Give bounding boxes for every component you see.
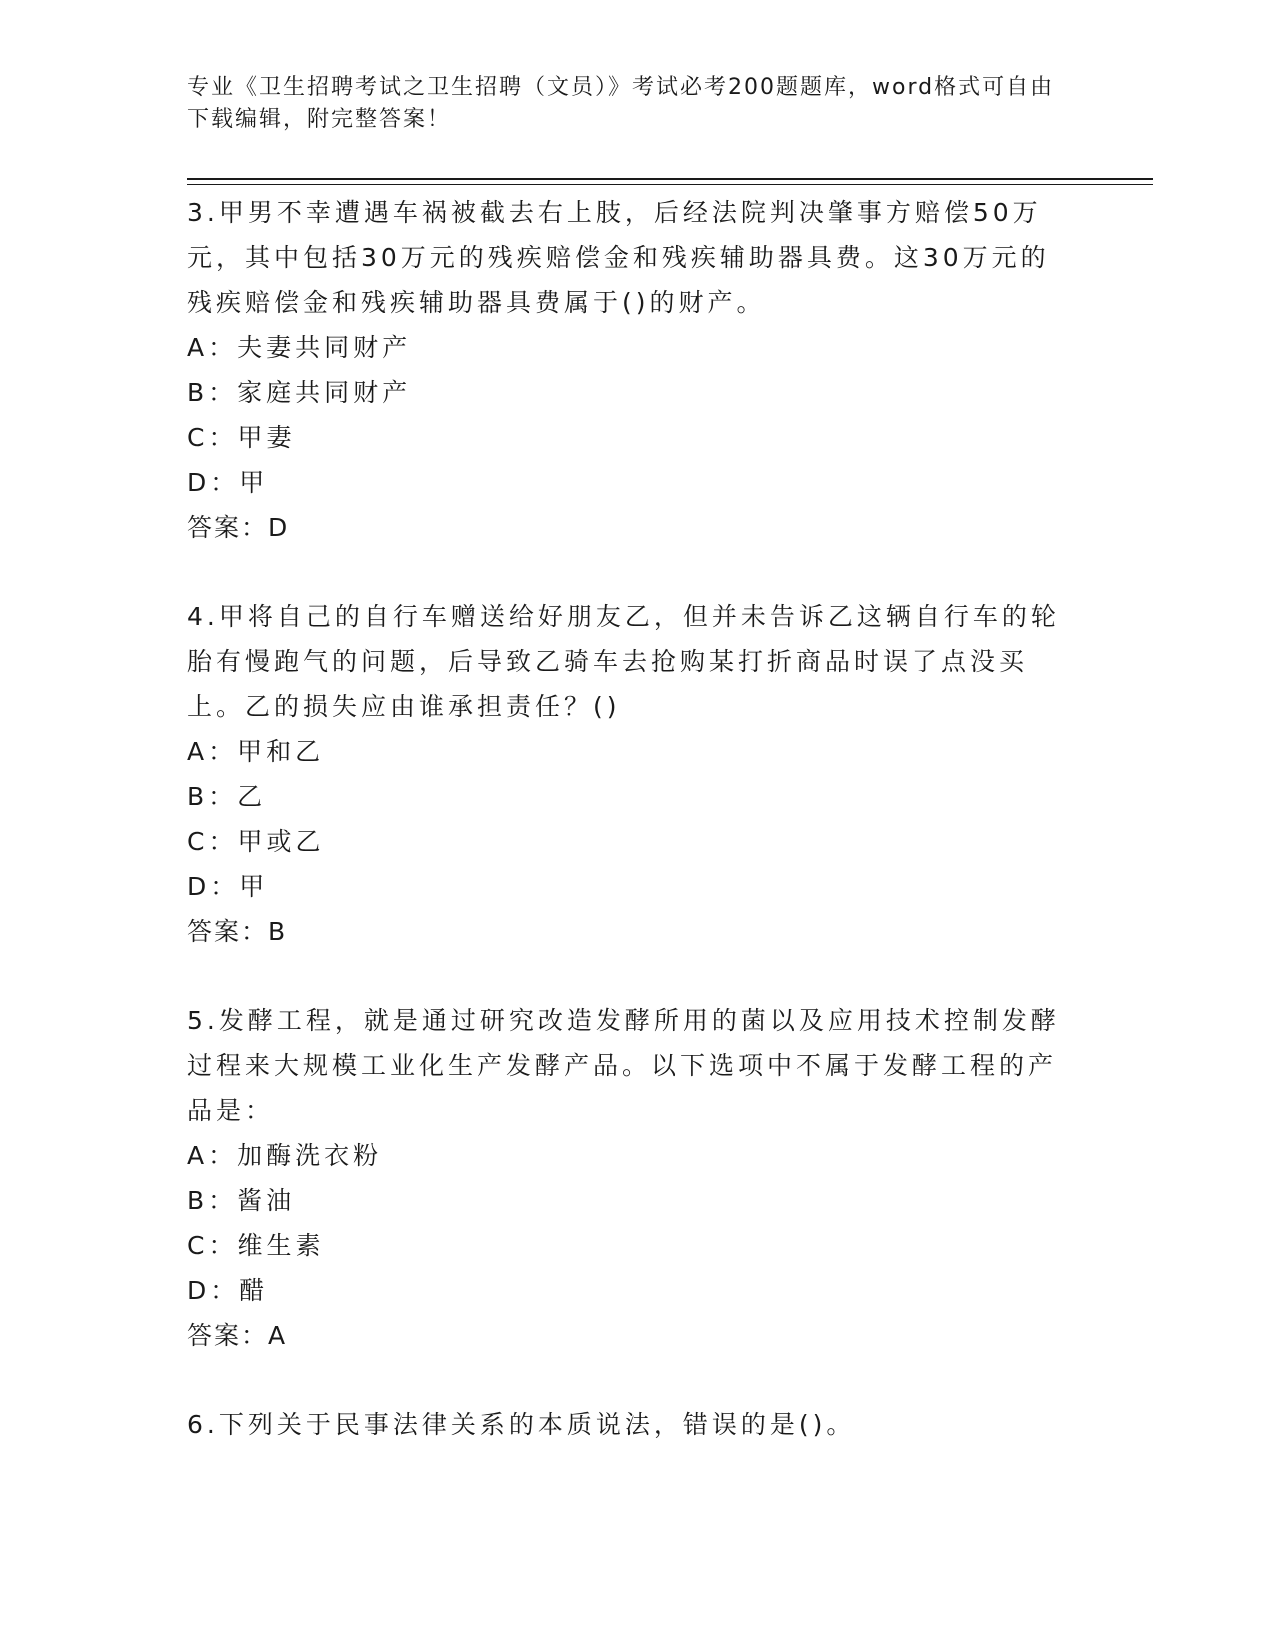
answer-line xyxy=(187,505,1067,550)
answer-line xyxy=(187,1313,1067,1358)
document-header: 专业《卫生招聘考试之卫生招聘（文员）》考试必考200题题库，word格式可自由下载编辑，附完整答案！ xyxy=(187,75,1055,132)
header-rule-thick xyxy=(187,178,1153,180)
option-d: D：甲 xyxy=(187,872,269,901)
answer-label: 答案： xyxy=(187,513,269,542)
question-list xyxy=(187,190,1067,1491)
header-rule-thin xyxy=(187,184,1153,185)
option-c: C：甲或乙 xyxy=(187,827,325,856)
question-stem: 4.甲将自己的自行车赠送给好朋友乙，但并未告诉乙这辆自行车的轮胎有慢跑气的问题，后导致乙骑车去抢购某打折商品时误了点没买上。乙的损失应由谁承担责任？() xyxy=(187,602,1060,721)
option-a: A：加酶洗衣粉 xyxy=(187,1141,383,1170)
question-6 xyxy=(187,1402,1067,1447)
question-stem: 5.发酵工程，就是通过研究改造发酵所用的菌以及应用技术控制发酵过程来大规模工业化生产发酵产品。以下选项中不属于发酵工程的产品是： xyxy=(187,1006,1060,1125)
answer-value: A xyxy=(268,1321,288,1350)
question-4 xyxy=(187,594,1067,954)
answer-label: 答案： xyxy=(187,1321,269,1350)
answer-label: 答案： xyxy=(187,917,269,946)
option-a: A：甲和乙 xyxy=(187,737,325,766)
question-3 xyxy=(187,190,1067,550)
option-b: B：乙 xyxy=(187,782,267,811)
option-d: D：甲 xyxy=(187,468,269,497)
question-stem: 6.下列关于民事法律关系的本质说法，错误的是()。 xyxy=(187,1410,856,1439)
answer-value: B xyxy=(268,917,288,946)
option-b: B：家庭共同财产 xyxy=(187,378,412,407)
question-stem: 3.甲男不幸遭遇车祸被截去右上肢，后经法院判决肇事方赔偿50万元，其中包括30万元的残疾赔偿金和残疾辅助器具费。这30万元的残疾赔偿金和残疾辅助器具费属于()的财产。 xyxy=(187,198,1050,317)
option-c: C：甲妻 xyxy=(187,423,296,452)
option-a: A：夫妻共同财产 xyxy=(187,333,412,362)
answer-value: D xyxy=(268,513,290,542)
answer-line xyxy=(187,909,1067,954)
option-d: D：醋 xyxy=(187,1276,269,1305)
option-b: B：酱油 xyxy=(187,1186,296,1215)
question-5 xyxy=(187,998,1067,1358)
option-c: C：维生素 xyxy=(187,1231,325,1260)
